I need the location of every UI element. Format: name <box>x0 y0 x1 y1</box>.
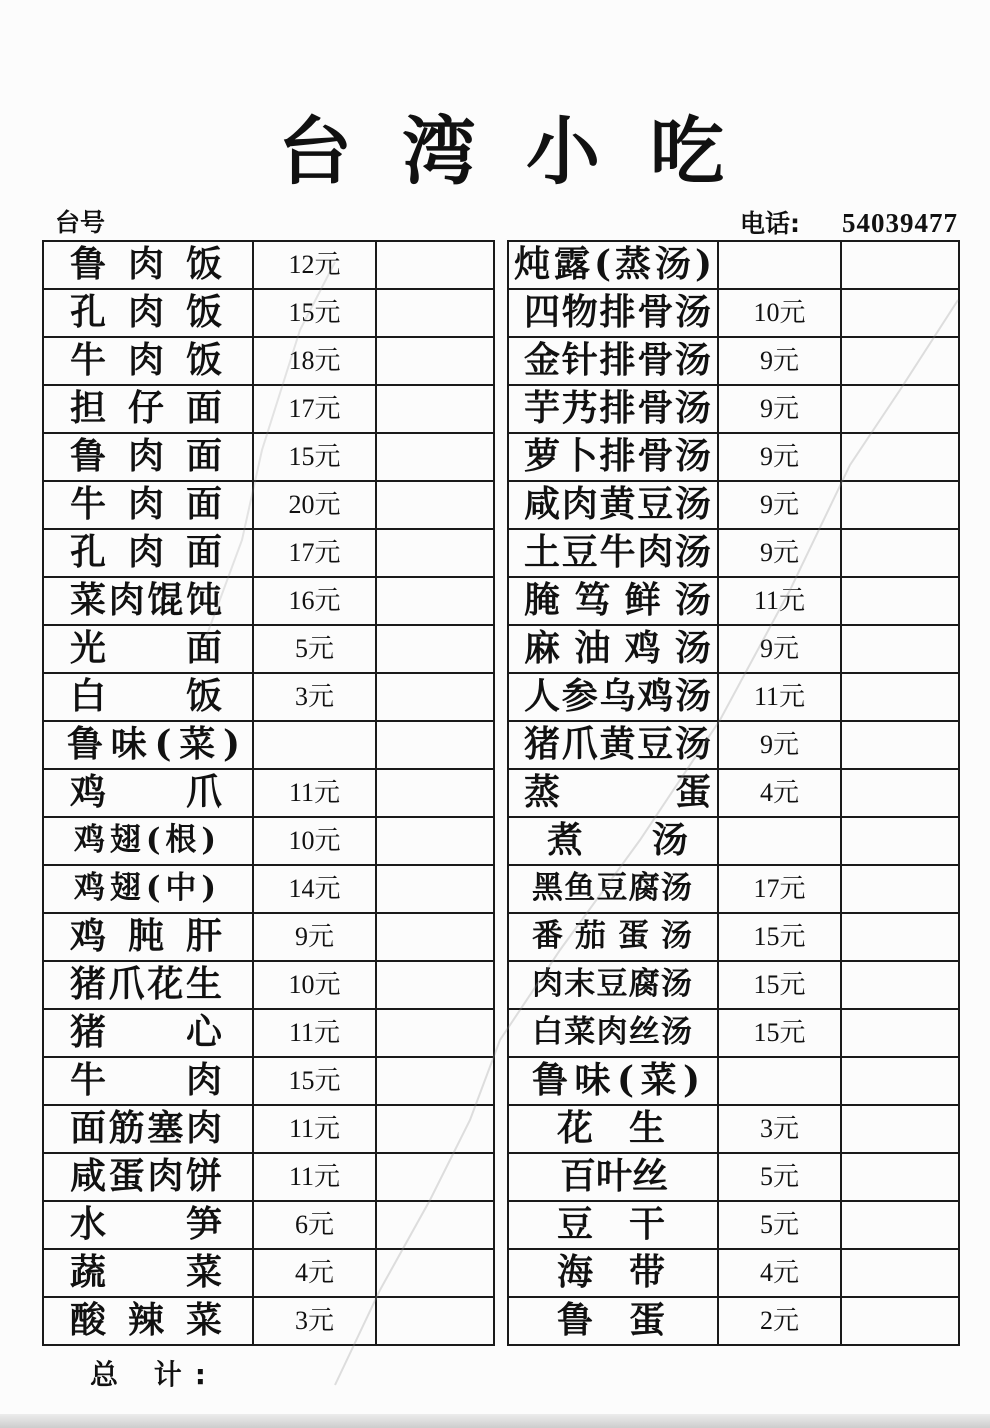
item-name-cell <box>508 481 718 529</box>
item-price: 17元 <box>288 538 341 568</box>
quantity-cell <box>841 1201 959 1249</box>
menu-row <box>43 865 494 913</box>
quantity-cell <box>841 241 959 289</box>
item-price: 15元 <box>753 1018 806 1048</box>
item-price-cell <box>253 385 376 433</box>
item-price-cell <box>718 721 841 769</box>
menu-row <box>508 385 959 433</box>
item-price-cell <box>253 1009 376 1057</box>
item-name: 萝卜排骨汤 <box>524 435 711 478</box>
item-price-cell <box>718 289 841 337</box>
item-name: 猪 心 <box>70 1011 222 1054</box>
section-title: 鲁味(菜) <box>67 723 240 766</box>
quantity-cell <box>841 577 959 625</box>
item-name-cell <box>43 625 253 673</box>
item-price-cell <box>253 961 376 1009</box>
item-price: 9元 <box>759 346 799 376</box>
menu-row <box>508 1009 959 1057</box>
quantity-cell <box>841 673 959 721</box>
quantity-cell <box>841 817 959 865</box>
item-price-cell <box>718 961 841 1009</box>
item-price: 15元 <box>753 922 806 952</box>
section-header-row <box>508 241 959 289</box>
item-price: 5元 <box>759 1210 799 1240</box>
section-title: 鲁味(菜) <box>532 1059 700 1102</box>
item-price-cell <box>253 913 376 961</box>
item-price: 9元 <box>759 394 799 424</box>
item-price-cell <box>718 385 841 433</box>
item-name: 白菜肉丝汤 <box>532 1014 692 1051</box>
item-name: 番 茄 蛋 汤 <box>532 918 692 955</box>
item-price-cell <box>718 1057 841 1105</box>
quantity-cell <box>376 337 494 385</box>
item-price-cell <box>253 481 376 529</box>
item-name-cell <box>43 241 253 289</box>
quantity-cell <box>841 1105 959 1153</box>
item-name-cell <box>43 673 253 721</box>
menu-row <box>43 769 494 817</box>
item-name: 光 面 <box>70 627 222 670</box>
item-price: 9元 <box>759 730 799 760</box>
item-name: 鲁 肉 面 <box>70 435 222 478</box>
item-price-cell <box>253 865 376 913</box>
item-name: 人参乌鸡汤 <box>524 675 711 718</box>
item-price-cell <box>253 1201 376 1249</box>
item-name-cell <box>43 1297 253 1345</box>
item-name: 鲁 肉 饭 <box>70 243 222 286</box>
menu-row <box>43 289 494 337</box>
item-price: 11元 <box>288 1114 341 1144</box>
menu-row <box>43 1105 494 1153</box>
item-price-cell <box>253 1057 376 1105</box>
quantity-cell <box>376 865 494 913</box>
item-name: 豆 干 <box>557 1203 665 1246</box>
item-price-cell <box>253 1249 376 1297</box>
item-name-cell <box>43 769 253 817</box>
item-name: 花 生 <box>557 1107 665 1150</box>
item-name-cell <box>508 1105 718 1153</box>
section-header-row <box>508 1057 959 1105</box>
menu-row <box>43 673 494 721</box>
item-name-cell <box>508 385 718 433</box>
table-number-label: 台号 <box>55 208 106 237</box>
item-name-cell <box>43 721 253 769</box>
item-name-cell <box>508 769 718 817</box>
quantity-cell <box>376 385 494 433</box>
item-price: 9元 <box>759 490 799 520</box>
item-price-cell <box>718 481 841 529</box>
item-price: 9元 <box>759 538 799 568</box>
item-price: 4元 <box>294 1258 334 1288</box>
right-menu-rows <box>508 241 959 1345</box>
menu-row <box>508 481 959 529</box>
menu-row <box>508 961 959 1009</box>
item-price-cell <box>718 1009 841 1057</box>
menu-row <box>43 1009 494 1057</box>
item-name-cell <box>43 1009 253 1057</box>
menu-row <box>508 1153 959 1201</box>
quantity-cell <box>841 337 959 385</box>
section-title: 煮 汤 <box>547 819 688 862</box>
item-name: 牛 肉 饭 <box>70 339 222 382</box>
quantity-cell <box>841 769 959 817</box>
item-price-cell <box>718 865 841 913</box>
item-price: 9元 <box>759 442 799 472</box>
item-price-cell <box>253 1153 376 1201</box>
menu-row <box>43 529 494 577</box>
menu-row <box>508 721 959 769</box>
item-price: 15元 <box>288 298 341 328</box>
item-price: 15元 <box>288 442 341 472</box>
item-name: 蒸 蛋 <box>524 771 711 814</box>
item-price-cell <box>253 817 376 865</box>
item-price: 12元 <box>288 250 341 280</box>
menu-row <box>43 961 494 1009</box>
phone-number: 54039477 <box>842 208 958 238</box>
quantity-cell <box>376 433 494 481</box>
item-price: 11元 <box>753 682 806 712</box>
item-name-cell <box>43 1105 253 1153</box>
item-price: 11元 <box>753 586 806 616</box>
menu-row <box>508 1249 959 1297</box>
menu-title: 台湾小吃 <box>278 109 774 195</box>
item-price: 3元 <box>294 1306 334 1336</box>
item-name-cell <box>43 1057 253 1105</box>
item-name-cell <box>43 529 253 577</box>
item-price: 11元 <box>288 778 341 808</box>
quantity-cell <box>376 1297 494 1345</box>
item-name: 蔬 菜 <box>70 1251 222 1294</box>
item-price-cell <box>718 625 841 673</box>
item-name: 担 仔 面 <box>70 387 222 430</box>
menu-row <box>508 913 959 961</box>
item-price: 10元 <box>288 826 341 856</box>
quantity-cell <box>841 721 959 769</box>
item-name: 麻 油 鸡 汤 <box>524 627 711 670</box>
item-name: 水 笋 <box>70 1203 222 1246</box>
total-label: 总 计: <box>90 1358 219 1391</box>
quantity-cell <box>376 1105 494 1153</box>
item-name-cell <box>43 577 253 625</box>
item-name: 猪爪黄豆汤 <box>524 723 711 766</box>
item-name: 海 带 <box>557 1251 665 1294</box>
section-header-row <box>43 721 494 769</box>
item-price-cell <box>718 1297 841 1345</box>
menu-row <box>508 673 959 721</box>
item-price-cell <box>253 769 376 817</box>
item-name-cell <box>508 241 718 289</box>
item-price-cell <box>718 529 841 577</box>
quantity-cell <box>841 1057 959 1105</box>
item-price-cell <box>253 1297 376 1345</box>
menu-row <box>43 1201 494 1249</box>
item-price-cell <box>718 433 841 481</box>
item-price-cell <box>718 769 841 817</box>
item-price-cell <box>253 673 376 721</box>
menu-row <box>508 1201 959 1249</box>
page-bottom-edge <box>0 1414 990 1428</box>
item-name: 牛 肉 <box>70 1059 222 1102</box>
right-menu-table <box>507 240 960 1346</box>
item-price-cell <box>253 289 376 337</box>
quantity-cell <box>841 961 959 1009</box>
quantity-cell <box>376 1009 494 1057</box>
quantity-cell <box>841 1297 959 1345</box>
item-name-cell <box>508 1297 718 1345</box>
item-price-cell <box>718 337 841 385</box>
item-name-cell <box>508 625 718 673</box>
menu-row <box>508 577 959 625</box>
item-price-cell <box>718 1249 841 1297</box>
item-price-cell <box>718 1105 841 1153</box>
quantity-cell <box>376 241 494 289</box>
quantity-cell <box>841 1009 959 1057</box>
item-price: 17元 <box>753 874 806 904</box>
menu-row <box>43 1057 494 1105</box>
item-name: 肉末豆腐汤 <box>532 966 692 1003</box>
section-header-row <box>508 817 959 865</box>
item-name: 孔 肉 饭 <box>70 291 222 334</box>
quantity-cell <box>841 1153 959 1201</box>
item-price: 10元 <box>753 298 806 328</box>
item-price-cell <box>253 1105 376 1153</box>
menu-row <box>43 577 494 625</box>
menu-row <box>43 481 494 529</box>
item-name-cell <box>43 433 253 481</box>
quantity-cell <box>841 433 959 481</box>
item-price-cell <box>718 577 841 625</box>
item-name-cell <box>43 865 253 913</box>
phone-info <box>740 206 958 241</box>
item-price: 20元 <box>288 490 341 520</box>
item-name: 牛 肉 面 <box>70 483 222 526</box>
item-name-cell <box>43 961 253 1009</box>
menu-row <box>508 769 959 817</box>
item-price-cell <box>253 577 376 625</box>
menu-row <box>508 1105 959 1153</box>
item-price: 15元 <box>753 970 806 1000</box>
item-name-cell <box>508 577 718 625</box>
item-price-cell <box>253 337 376 385</box>
item-name-cell <box>508 721 718 769</box>
item-price: 18元 <box>288 346 341 376</box>
item-name: 鲁 蛋 <box>557 1299 665 1342</box>
item-name: 百叶丝 <box>560 1155 669 1198</box>
item-price-cell <box>718 1201 841 1249</box>
item-price: 10元 <box>288 970 341 1000</box>
item-name-cell <box>43 1249 253 1297</box>
item-name-cell <box>508 529 718 577</box>
menu-row <box>508 433 959 481</box>
menu-row <box>43 1249 494 1297</box>
item-name-cell <box>508 433 718 481</box>
item-name-cell <box>508 1249 718 1297</box>
item-price: 2元 <box>759 1306 799 1336</box>
section-title: 炖露(蒸汤) <box>514 243 712 286</box>
item-price-cell <box>253 241 376 289</box>
item-name-cell <box>43 1153 253 1201</box>
item-name: 菜肉馄饨 <box>70 579 222 622</box>
menu-row <box>43 337 494 385</box>
item-name-cell <box>508 1009 718 1057</box>
menu-row <box>508 529 959 577</box>
menu-row <box>43 913 494 961</box>
item-price: 11元 <box>288 1018 341 1048</box>
item-price-cell <box>253 721 376 769</box>
quantity-cell <box>376 1057 494 1105</box>
left-menu-rows <box>43 241 494 1345</box>
item-name: 酸 辣 菜 <box>70 1299 222 1342</box>
item-price: 4元 <box>759 1258 799 1288</box>
item-price-cell <box>253 625 376 673</box>
quantity-cell <box>841 625 959 673</box>
item-name: 鸡翅(根) <box>74 822 216 859</box>
item-name: 鸡翅(中) <box>74 870 216 907</box>
item-price: 3元 <box>759 1114 799 1144</box>
item-name-cell <box>43 817 253 865</box>
menu-row <box>508 865 959 913</box>
item-price: 6元 <box>294 1210 334 1240</box>
item-name-cell <box>43 1201 253 1249</box>
item-price: 9元 <box>759 634 799 664</box>
item-name: 猪爪花生 <box>70 963 222 1006</box>
item-name-cell <box>43 481 253 529</box>
menu-row <box>43 625 494 673</box>
item-name: 白 饭 <box>70 675 222 718</box>
menu-row <box>43 385 494 433</box>
quantity-cell <box>841 865 959 913</box>
quantity-cell <box>376 913 494 961</box>
item-price: 17元 <box>288 394 341 424</box>
menu-row <box>43 433 494 481</box>
item-price: 3元 <box>294 682 334 712</box>
quantity-cell <box>841 1249 959 1297</box>
item-price-cell <box>718 673 841 721</box>
item-name-cell <box>508 817 718 865</box>
menu-row <box>43 1153 494 1201</box>
item-name: 金针排骨汤 <box>524 339 711 382</box>
menu-row <box>43 241 494 289</box>
item-name: 面筋塞肉 <box>70 1107 222 1150</box>
quantity-cell <box>376 529 494 577</box>
item-name-cell <box>43 385 253 433</box>
item-name-cell <box>43 289 253 337</box>
item-name: 四物排骨汤 <box>524 291 711 334</box>
item-name-cell <box>508 913 718 961</box>
item-name-cell <box>508 961 718 1009</box>
menu-row <box>43 1297 494 1345</box>
item-name-cell <box>508 1057 718 1105</box>
left-menu-table <box>42 240 495 1346</box>
item-name: 芋艿排骨汤 <box>524 387 711 430</box>
quantity-cell <box>841 529 959 577</box>
item-name-cell <box>508 673 718 721</box>
phone-label: 电话: <box>740 209 800 238</box>
item-price: 14元 <box>288 874 341 904</box>
item-price-cell <box>718 1153 841 1201</box>
item-price-cell <box>718 817 841 865</box>
quantity-cell <box>376 721 494 769</box>
item-name-cell <box>43 913 253 961</box>
item-price: 4元 <box>759 778 799 808</box>
menu-row <box>508 289 959 337</box>
quantity-cell <box>376 673 494 721</box>
menu-row <box>508 1297 959 1345</box>
menu-row <box>43 817 494 865</box>
quantity-cell <box>376 817 494 865</box>
item-name: 土豆牛肉汤 <box>524 531 711 574</box>
item-price-cell <box>253 529 376 577</box>
quantity-cell <box>841 481 959 529</box>
item-price-cell <box>718 241 841 289</box>
menu-row <box>508 337 959 385</box>
menu-row <box>508 625 959 673</box>
item-price: 11元 <box>288 1162 341 1192</box>
quantity-cell <box>376 1153 494 1201</box>
item-name-cell <box>508 337 718 385</box>
item-name: 鸡 爪 <box>70 771 222 814</box>
item-price-cell <box>718 913 841 961</box>
quantity-cell <box>841 289 959 337</box>
item-name: 咸肉黄豆汤 <box>524 483 711 526</box>
item-name-cell <box>508 289 718 337</box>
quantity-cell <box>841 385 959 433</box>
item-name-cell <box>508 865 718 913</box>
item-name-cell <box>508 1153 718 1201</box>
item-price: 5元 <box>759 1162 799 1192</box>
item-name: 鸡 肫 肝 <box>70 915 222 958</box>
quantity-cell <box>376 289 494 337</box>
item-name-cell <box>508 1201 718 1249</box>
quantity-cell <box>376 769 494 817</box>
quantity-cell <box>376 481 494 529</box>
item-price: 16元 <box>288 586 341 616</box>
quantity-cell <box>376 625 494 673</box>
quantity-cell <box>376 1201 494 1249</box>
quantity-cell <box>376 961 494 1009</box>
quantity-cell <box>376 577 494 625</box>
item-price: 5元 <box>294 634 334 664</box>
item-name: 孔 肉 面 <box>70 531 222 574</box>
item-price: 9元 <box>294 922 334 952</box>
quantity-cell <box>841 913 959 961</box>
item-price: 15元 <box>288 1066 341 1096</box>
item-name-cell <box>43 337 253 385</box>
item-name: 黑鱼豆腐汤 <box>532 870 692 907</box>
item-name: 咸蛋肉饼 <box>70 1155 222 1198</box>
quantity-cell <box>376 1249 494 1297</box>
item-name: 腌 笃 鲜 汤 <box>524 579 711 622</box>
item-price-cell <box>253 433 376 481</box>
